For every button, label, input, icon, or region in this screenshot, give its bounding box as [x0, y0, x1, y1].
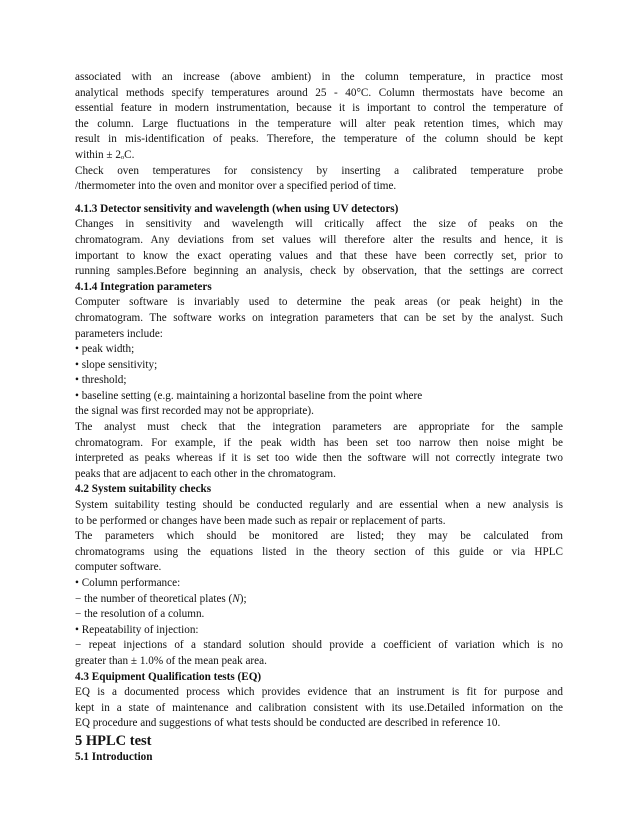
text-line: greater than ± 1.0% of the mean peak area.: [75, 654, 267, 667]
text-line: computer software.: [75, 561, 162, 574]
text-line: chromatogram. The software works on integration parameters that can be set by the analyst. Such: [75, 311, 563, 324]
text-line: /thermometer into the oven and monitor over a specified period of time.: [75, 180, 397, 193]
section-heading: 4.1.3 Detector sensitivity and wavelength (when using UV detectors): [75, 202, 399, 215]
bullet-item: • slope sensitivity;: [75, 358, 158, 371]
text-line: interpreted as peaks whereas if it is set too wide then the software will not correctly integrate two: [75, 452, 563, 465]
text-line: The parameters which should be monitored are listed; they may be calculated from: [75, 530, 563, 543]
section-heading: 4.3 Equipment Qualification tests (EQ): [75, 670, 262, 683]
chapter-heading: 5 HPLC test: [75, 732, 152, 749]
dash-item-text: );: [239, 592, 247, 605]
text-line: peaks that are adjacent to each other in the chromatogram.: [75, 467, 336, 480]
text-line: result in mis-identification of peaks. Therefore, the temperature of the column should be kept: [75, 133, 563, 146]
text-line: EQ procedure and suggestions of what tests should be conducted are described in reference 10.: [75, 717, 501, 730]
dash-item: − repeat injections of a standard solution should provide a coefficient of variation which is no: [75, 639, 563, 652]
section-heading: 4.1.4 Integration parameters: [75, 280, 212, 293]
text-line: Check oven temperatures for consistency by inserting a calibrated temperature probe: [75, 164, 563, 177]
text-line: System suitability testing should be conducted regularly and are essential when a new analysis is: [75, 499, 563, 512]
dash-item: − the resolution of a column.: [75, 608, 205, 621]
text-line: Computer software is invariably used to determine the peak areas (or peak height) in the: [75, 296, 563, 309]
section-4-3: [75, 670, 563, 732]
text-line: to be performed or changes have been made such as repair or replacement of parts.: [75, 514, 446, 527]
section-4-1-4: [75, 280, 563, 483]
text-line: running samples.Before beginning an analysis, check by observation, that the settings are correct: [75, 265, 563, 278]
section-5: [75, 732, 563, 766]
text-line: the signal was first recorded may not be appropriate).: [75, 405, 314, 418]
intro-paragraph: [75, 70, 563, 195]
section-heading: 5.1 Introduction: [75, 750, 153, 763]
symbol-n: N: [232, 592, 240, 605]
text-line: chromatogram. Any deviations from set values will therefore alter the results and hence, it is: [75, 233, 563, 246]
bullet-item: • Repeatability of injection:: [75, 623, 199, 636]
text-line: Changes in sensitivity and wavelength will critically affect the size of peaks on the: [75, 218, 563, 231]
text-line: kept in a state of maintenance and calibration consistent with its use.Detailed information on the: [75, 701, 563, 714]
dash-item: [75, 592, 563, 608]
section-4-2: [75, 482, 563, 669]
text-line: chromatograms using the equations listed in the theory section of this guide or via HPLC: [75, 545, 563, 558]
text-line: important to know the exact operating values and that these have been correctly set, prior to: [75, 249, 563, 262]
bullet-item: • threshold;: [75, 374, 127, 387]
text-line: EQ is a documented process which provides evidence that an instrument is fit for purpose and: [75, 686, 563, 699]
text-line: parameters include:: [75, 327, 163, 340]
section-4-1-3: [75, 202, 563, 280]
document-page: [75, 70, 563, 766]
dash-item-text: − the number of theoretical plates (: [75, 592, 233, 605]
bullet-item: • peak width;: [75, 343, 135, 356]
text-line: the column. Large fluctuations in the temperature will alter peak retention times, which may: [75, 117, 563, 130]
bullet-item: • baseline setting (e.g. maintaining a horizontal baseline from the point where: [75, 389, 423, 402]
text-line: The analyst must check that the integration parameters are appropriate for the sample: [75, 421, 563, 434]
bullet-item: • Column performance:: [75, 577, 181, 589]
text-line: associated with an increase (above ambient) in the column temperature, in practice most: [75, 71, 563, 83]
text-line: analytical methods specify temperatures around 25 - 40°C. Column thermostats have become an: [75, 86, 563, 99]
text-line: essential feature in modern instrumentation, because it is important to control the temperature of: [75, 102, 563, 115]
section-heading: 4.2 System suitability checks: [75, 483, 212, 496]
text-line: within ± 2ₒC.: [75, 148, 135, 161]
text-line: chromatogram. For example, if the peak width has been set too narrow then noise might be: [75, 436, 563, 449]
